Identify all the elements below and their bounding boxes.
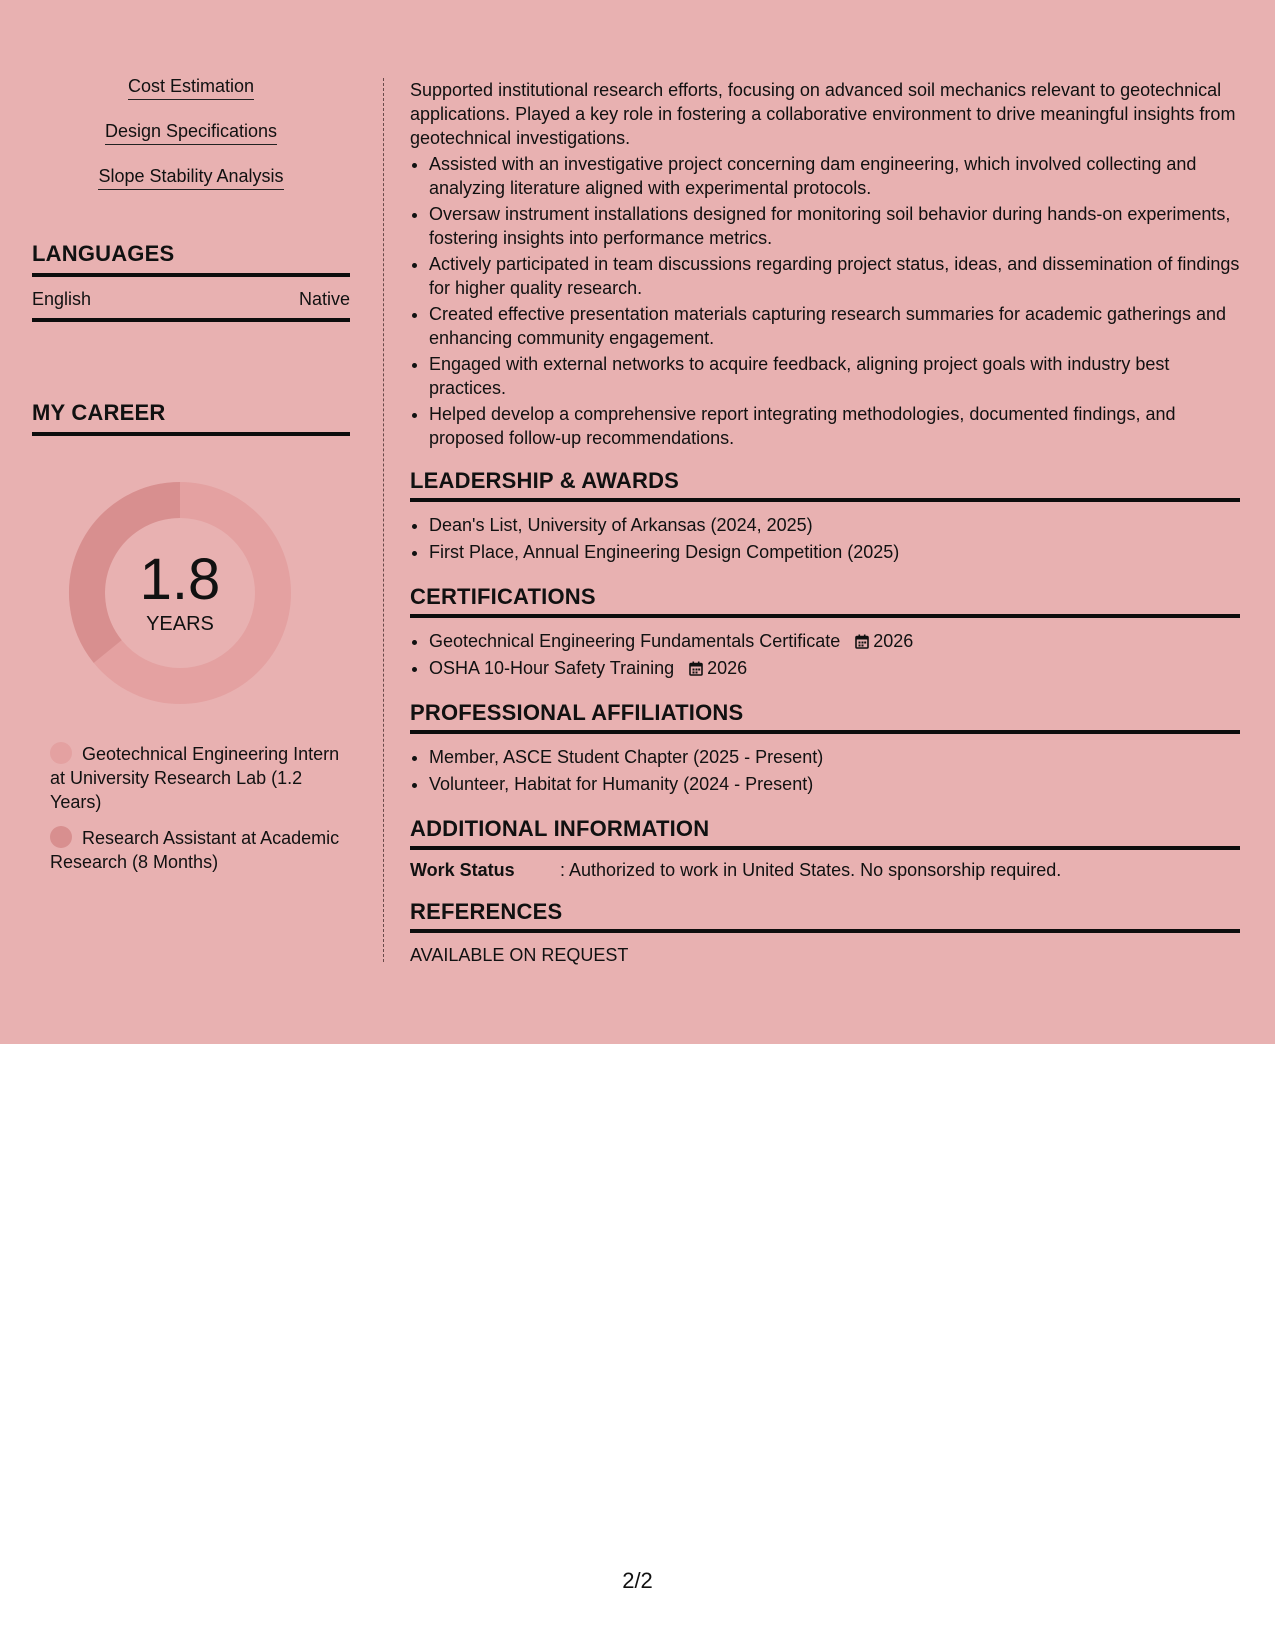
affiliations-list	[410, 744, 1240, 798]
skill-item: Cost Estimation	[32, 76, 350, 104]
career-total-years: 1.8	[139, 546, 221, 612]
career-legend	[50, 742, 350, 874]
references-text: AVAILABLE ON REQUEST	[410, 945, 629, 965]
list-item: • Oversaw instrument installations designed for monitoring soil behavior during hands-on experiments, fostering insights into performance metrics.	[429, 202, 1240, 250]
awards-heading: LEADERSHIP & AWARDS	[410, 468, 1240, 502]
calendar-icon	[689, 661, 703, 676]
list-item: • Dean's List, University of Arkansas (2024, 2025)	[429, 512, 1240, 539]
affiliations-heading: PROFESSIONAL AFFILIATIONS	[410, 700, 1240, 734]
list-item: • Created effective presentation materials capturing research summaries for academic gatherings and enhancing community engagement.	[429, 302, 1240, 350]
certifications-heading: CERTIFICATIONS	[410, 584, 1240, 618]
list-item	[429, 655, 1240, 682]
list-item: • Volunteer, Habitat for Humanity (2024 - Present)	[429, 771, 1240, 798]
left-column	[32, 76, 350, 886]
additional-info-heading: ADDITIONAL INFORMATION	[410, 816, 1240, 850]
page-number: 2/2	[622, 1568, 653, 1593]
experience-bullets	[410, 152, 1240, 450]
career-heading: MY CAREER	[32, 400, 350, 436]
legend-item: Geotechnical Engineering Intern at University Research Lab (1.2 Years)	[50, 744, 340, 812]
certification-name: Geotechnical Engineering Fundamentals Certificate	[429, 631, 841, 651]
certifications-list	[410, 628, 1240, 682]
list-item: • First Place, Annual Engineering Design Competition (2025)	[429, 539, 1240, 566]
list-item	[429, 628, 1240, 655]
list-item: • Assisted with an investigative project concerning dam engineering, which involved collecting and analyzing literature aligned with experimental protocols.	[429, 152, 1240, 200]
work-status-row	[410, 860, 1240, 881]
calendar-icon	[855, 634, 869, 649]
skill-item: Design Specifications	[32, 121, 350, 149]
certification-year: 2026	[873, 631, 914, 651]
list-item: • Helped develop a comprehensive report integrating methodologies, documented findings, and proposed follow-up recommendations.	[429, 402, 1240, 450]
legend-item: Research Assistant at Academic Research (8 Months)	[50, 828, 340, 872]
awards-list	[410, 512, 1240, 566]
column-divider	[383, 78, 384, 962]
right-column	[410, 78, 1240, 966]
experience-summary: Supported institutional research efforts, focusing on advanced soil mechanics relevant to geotechnical applications. Played a key role in fostering a collaborative environment to drive meaningful insights from geotechnical investigations.	[410, 80, 1236, 148]
languages-heading: LANGUAGES	[32, 241, 350, 277]
language-name: English	[32, 289, 92, 309]
language-row	[32, 277, 350, 322]
work-status-label: Work Status	[410, 860, 515, 880]
certification-year: 2026	[707, 658, 748, 678]
list-item: • Actively participated in team discussions regarding project status, ideas, and dissemination of findings for higher quality research.	[429, 252, 1240, 300]
skill-item: Slope Stability Analysis	[32, 166, 350, 194]
references-heading: REFERENCES	[410, 899, 1240, 933]
legend-dot	[50, 826, 72, 848]
list-item: • Member, ASCE Student Chapter (2025 - Present)	[429, 744, 1240, 771]
career-donut-chart	[65, 478, 295, 708]
certification-name: OSHA 10-Hour Safety Training	[429, 658, 675, 678]
language-level: Native	[298, 289, 350, 309]
career-unit: YEARS	[146, 612, 214, 635]
list-item: • Engaged with external networks to acquire feedback, aligning project goals with industry best practices.	[429, 352, 1240, 400]
work-status-value: : Authorized to work in United States. No sponsorship required.	[560, 860, 1062, 880]
legend-dot	[50, 742, 72, 764]
